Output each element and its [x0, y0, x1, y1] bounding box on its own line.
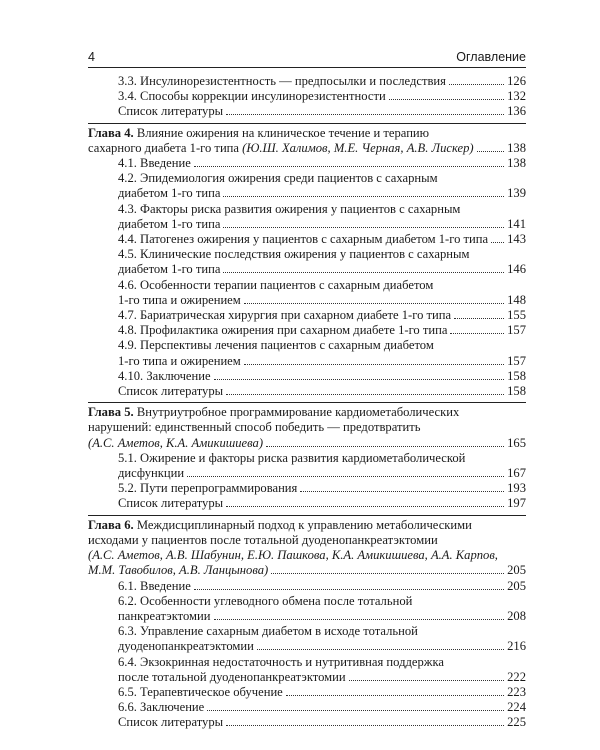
toc-section-entry	[88, 481, 526, 496]
page-ref: 158	[507, 368, 526, 383]
section-title: 6.5. Терапевтическое обучение	[118, 684, 283, 699]
section-title: Список литературы	[118, 496, 224, 511]
dot-leader	[257, 649, 504, 650]
entry-text	[88, 141, 474, 156]
section-title: диабетом 1-го типа	[118, 186, 221, 201]
section-title: панкреатэктомии	[118, 608, 211, 623]
page-ref: 146	[507, 262, 526, 277]
page-ref: 197	[507, 496, 526, 511]
toc-section-entry	[88, 293, 526, 308]
toc-section-entry	[88, 639, 526, 654]
dot-leader	[226, 725, 504, 726]
toc-section-entry	[88, 354, 526, 369]
dot-leader	[226, 506, 504, 507]
toc-section-entry	[88, 156, 526, 171]
page-ref: 158	[507, 384, 526, 399]
page-ref: 136	[507, 104, 526, 119]
dot-leader	[187, 476, 504, 477]
toc-chapter	[88, 123, 526, 400]
chapter-heading-last	[88, 436, 526, 451]
toc-section-entry	[88, 685, 526, 700]
chapter-title-line: нарушений: единственный способ победить — предотвратить	[88, 420, 421, 435]
entry-text	[88, 436, 263, 451]
chapter-authors-line	[88, 548, 526, 563]
page-ref: 216	[507, 639, 526, 654]
section-title: диабетом 1-го типа	[118, 216, 221, 231]
page-ref: 132	[507, 89, 526, 104]
chapter-heading	[88, 126, 526, 141]
section-title: Список литературы	[118, 384, 224, 399]
dot-leader	[207, 710, 504, 711]
toc-chapter	[88, 402, 526, 511]
section-title: 4.10. Заключение	[118, 368, 211, 383]
dot-leader	[454, 318, 504, 319]
section-title: 4.4. Патогенез ожирения у пациентов с сахарным диабетом 1-го типа	[118, 232, 489, 247]
chapter-label: Глава 6.	[88, 517, 134, 532]
dot-leader	[286, 695, 504, 696]
page-ref: 139	[507, 186, 526, 201]
chapter-title-text: Внутриутробное программирование кардиометаболических	[136, 405, 460, 420]
section-title: 1-го типа и ожирением	[118, 292, 241, 307]
section-title: диабетом 1-го типа	[118, 262, 221, 277]
dot-leader	[300, 491, 504, 492]
toc-section-entry	[88, 670, 526, 685]
chapter-authors: М.М. Тавобилов, А.В. Ланцынова)	[88, 563, 269, 578]
page-ref: 138	[507, 156, 526, 171]
page-ref: 143	[507, 232, 526, 247]
toc-section-entry	[88, 384, 526, 399]
chapter-heading	[88, 518, 526, 533]
dot-leader	[449, 84, 504, 85]
page-ref: 225	[507, 715, 526, 730]
page-ref: 224	[507, 700, 526, 715]
section-title-line: 4.5. Клинические последствия ожирения у пациентов с сахарным	[118, 247, 470, 262]
section-title: 3.3. Инсулинорезистентность — предпосылки и последствия	[118, 74, 446, 88]
page-ref: 205	[507, 578, 526, 593]
dot-leader	[214, 619, 505, 620]
page-ref: 223	[507, 684, 526, 699]
page-ref: 165	[507, 435, 526, 450]
dot-leader	[491, 242, 504, 243]
page-ref: 157	[507, 353, 526, 368]
page-ref: 148	[507, 292, 526, 307]
section-title-line: 6.3. Управление сахарным диабетом в исходе тотальной	[118, 624, 418, 639]
page-ref: 208	[507, 608, 526, 623]
dot-leader	[214, 379, 505, 380]
dot-leader	[349, 680, 504, 681]
section-title: 6.6. Заключение	[118, 700, 205, 715]
section-title-line: 6.4. Экзокринная недостаточность и нутритивная поддержка	[118, 654, 445, 669]
dot-leader	[450, 333, 504, 334]
toc-section-entry	[88, 466, 526, 481]
section-title-line: 5.1. Ожирение и факторы риска развития кардиометаболической	[118, 450, 466, 465]
page-number: 4	[88, 50, 95, 64]
section-title-line: 4.6. Особенности терапии пациентов с сахарным диабетом	[118, 277, 434, 292]
chapter-authors: (А.С. Аметов, А.В. Шабунин, Е.Ю. Пашкова, К.А. Амикишиева, А.А. Карпов,	[88, 548, 498, 563]
section-title: 4.7. Бариатрическая хирургия при сахарном диабете 1-го типа	[118, 308, 452, 323]
toc-section-entry	[88, 217, 526, 232]
toc-section-entry	[88, 579, 526, 594]
chapter-label: Глава 4.	[88, 125, 134, 140]
page-ref: 141	[507, 216, 526, 231]
page-ref: 193	[507, 481, 526, 496]
toc-section-entry	[88, 308, 526, 323]
toc-section-entry	[88, 496, 526, 511]
chapter-label: Глава 5.	[88, 405, 134, 420]
dot-leader	[194, 589, 504, 590]
page-ref: 155	[507, 308, 526, 323]
section-title: 5.2. Пути перепрограммирования	[118, 481, 298, 496]
header-divider	[88, 67, 526, 68]
chapter-title-text: Междисциплинарный подход к управлению метаболическими	[136, 517, 472, 532]
section-title: Список литературы	[118, 104, 224, 119]
chapter-heading	[88, 405, 526, 420]
table-of-contents	[88, 74, 526, 731]
section-title: 4.8. Профилактика ожирения при сахарном диабете 1-го типа	[118, 323, 448, 338]
running-title: Оглавление	[456, 50, 526, 64]
section-title-line: 4.9. Перспективы лечения пациентов с сахарным диабетом	[118, 338, 434, 353]
dot-leader	[226, 394, 504, 395]
dot-leader	[226, 114, 504, 115]
chapter-title-text: сахарного диабета 1-го типа	[88, 140, 243, 155]
toc-section-entry	[88, 715, 526, 730]
toc-section-entry	[88, 369, 526, 384]
page-ref: 138	[507, 140, 526, 155]
toc-section-entry	[88, 74, 526, 89]
section-title: 1-го типа и ожирением	[118, 353, 241, 368]
toc-section-entry	[88, 700, 526, 715]
chapter-authors: (Ю.Ш. Халимов, М.Е. Черная, А.В. Лискер)	[242, 140, 474, 155]
dot-leader	[266, 446, 504, 447]
section-title: дуоденопанкреатэктомии	[118, 639, 254, 654]
dot-leader	[223, 196, 504, 197]
chapter-authors: (А.С. Аметов, К.А. Амикишиева)	[88, 435, 264, 450]
toc-chapter	[88, 515, 526, 731]
dot-leader	[244, 364, 504, 365]
section-title: дисфункции	[118, 466, 185, 481]
dot-leader	[244, 303, 504, 304]
chapter-heading-last	[88, 141, 526, 156]
section-title-line: 4.3. Факторы риска развития ожирения у пациентов с сахарным	[118, 201, 461, 216]
toc-section-entry	[88, 262, 526, 277]
toc-section-entry	[88, 609, 526, 624]
dot-leader	[194, 166, 504, 167]
page-ref: 126	[507, 74, 526, 88]
section-title: 3.4. Способы коррекции инсулинорезистентности	[118, 89, 386, 104]
toc-section-entry	[88, 323, 526, 338]
running-header	[88, 44, 526, 64]
section-title: 6.1. Введение	[118, 578, 191, 593]
dot-leader	[389, 99, 504, 100]
toc-chapter	[88, 74, 526, 120]
chapter-title-line: исходами у пациентов после тотальной дуоденопанкреатэктомии	[88, 532, 438, 547]
dot-leader	[223, 227, 504, 228]
toc-section-entry	[88, 104, 526, 119]
page-ref: 205	[507, 563, 526, 578]
dot-leader	[223, 272, 504, 273]
page-ref: 222	[507, 669, 526, 684]
entry-text	[88, 563, 268, 578]
dot-leader	[477, 151, 504, 152]
section-title: после тотальной дуоденопанкреатэктомии	[118, 669, 346, 684]
toc-section-entry	[88, 89, 526, 104]
toc-section-entry	[88, 232, 526, 247]
section-title: 4.1. Введение	[118, 156, 191, 171]
chapter-heading-last	[88, 563, 526, 578]
section-title: Список литературы	[118, 715, 224, 730]
dot-leader	[271, 573, 504, 574]
page-ref: 167	[507, 466, 526, 481]
section-title-line: 6.2. Особенности углеводного обмена после тотальной	[118, 593, 413, 608]
chapter-title-text: Влияние ожирения на клиническое течение и терапию	[136, 125, 430, 140]
page-ref: 157	[507, 323, 526, 338]
section-title-line: 4.2. Эпидемиология ожирения среди пациентов с сахарным	[118, 171, 438, 186]
toc-section-entry	[88, 186, 526, 201]
